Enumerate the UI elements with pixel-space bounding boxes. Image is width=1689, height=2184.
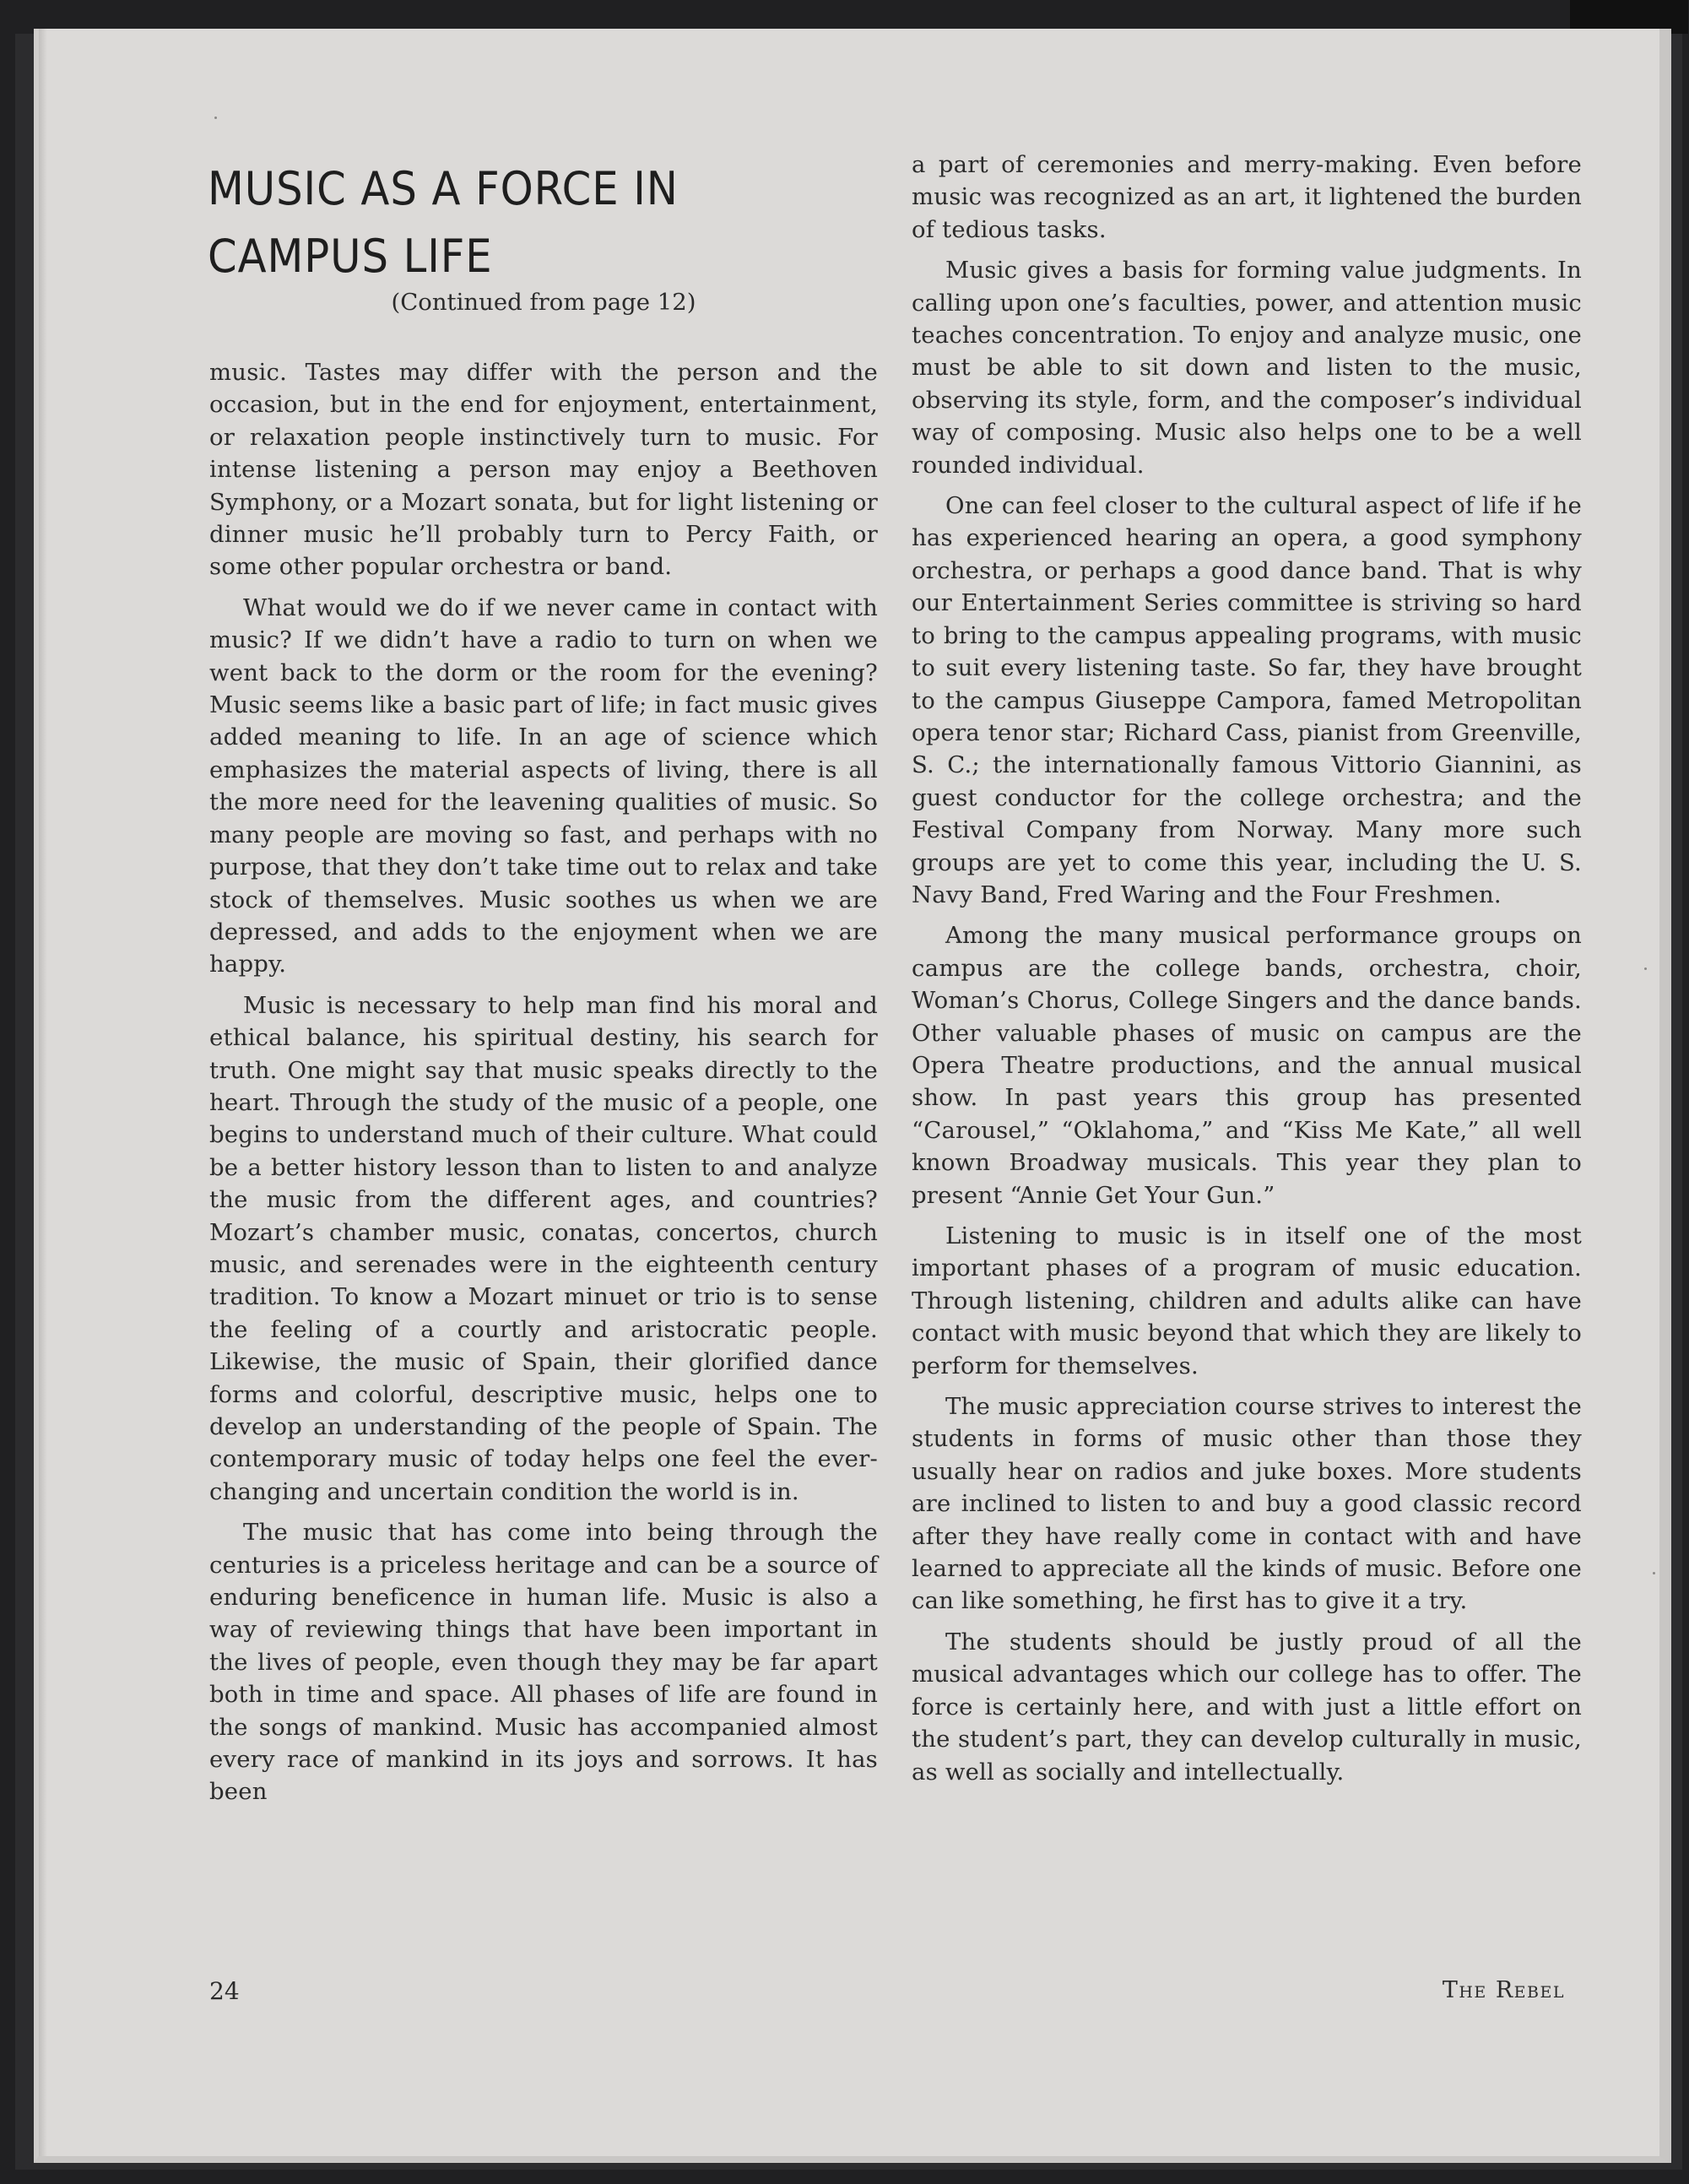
paper-speck bbox=[1644, 967, 1647, 970]
paragraph: Music gives a basis for forming value judgments. In calling upon one’s faculties, power, and attention music teaches concentration. To enjoy and analyze music, one must be able to sit down and listen to the music, observing its style, form, and the composer’s individual way of composing. Music also helps one to be a well rounded individual. bbox=[912, 257, 1582, 479]
magazine-page bbox=[34, 29, 1671, 2163]
paragraph: music. Tastes may differ with the person and the occasion, but in the end for enjoyment, entertainment, or relaxation people instinctively turn to music. For intense listening a person may enjoy a Beethoven Symphony, or a Mozart sonata, but for light listening or dinner music he’ll probably turn to Percy Faith, or some other popular orchestra or band. bbox=[209, 359, 878, 581]
paragraph: Listening to music is in itself one of the most important phases of a program of music education. Through listening, children and adults alike can have contact with music beyond that which they are likely to perform for themselves. bbox=[912, 1222, 1582, 1379]
paragraph: Among the many musical performance groups on campus are the college bands, orchestra, choir, Woman’s Chorus, College Singers and the dance bands. Other valuable phases of music on campus are the Opera Theatre productions, and the annual musical show. In past years this group has presented “Carousel,” “Oklahoma,” and “Kiss Me Kate,” all well known Broadway musicals. This year they plan to present “Annie Get Your Gun.” bbox=[912, 922, 1582, 1209]
paragraph: The students should be justly proud of all the musical advantages which our college has to offer. The force is certainly here, and with just a little effort on the student’s part, they can develop culturally in music, as well as socially and intellectually. bbox=[912, 1628, 1582, 1786]
paragraph: a part of ceremonies and merry-making. Even before music was recognized as an art, it lightened the burden of tedious tasks. bbox=[912, 151, 1582, 243]
article-title-line-1: MUSIC AS A FORCE IN bbox=[208, 162, 679, 215]
paragraph: Music is necessary to help man find his moral and ethical balance, his spiritual destiny, his search for truth. One might say that music speaks directly to the heart. Through the study of the music of a people, one begins to understand much of their culture. What could be a better history lesson than to listen to and analyze the music from the different ages, and countries? Mozart’s chamber music, conatas, concertos, church music, and serenades were in the eighteenth century tradition. To know a Mozart minuet or trio is to sense the feeling of a courtly and aristocratic people. Likewise, the music of Spain, their glorified dance forms and colorful, descriptive music, helps one to develop an understanding of the people of Spain. The contemporary music of today helps one feel the ever-changing and uncertain condition the world is in. bbox=[209, 991, 878, 1505]
paragraph: What would we do if we never came in contact with music? If we didn’t have a radio to turn on when we went back to the dorm or the room for the evening? Music seems like a basic part of life; in fact music gives added meaning to life. In an age of science which emphasizes the material aspects of living, there is all the more need for the leavening qualities of music. So many people are moving so fast, and perhaps with no purpose, that they don’t take time out to relax and take stock of themselves. Music soothes us when we are depressed, and adds to the enjoyment when we are happy. bbox=[209, 593, 878, 978]
paper-speck bbox=[214, 117, 217, 119]
article-title-line-2: CAMPUS LIFE bbox=[208, 230, 493, 283]
continued-note: (Continued from page 12) bbox=[391, 289, 696, 316]
paragraph: One can feel closer to the cultural aspect of life if he has experienced hearing an opera, a good symphony orchestra, or perhaps a good dance band. That is why our Entertainment Series committee is striving so hard to bring to the campus appealing programs, with music to suit every listening taste. So far, they have brought to the campus Giuseppe Campora, famed Metropolitan opera tenor star; Richard Cass, pianist from Greenville, S. C.; the internationally famous Vittorio Giannini, as guest conductor for the college orchestra; and the Festival Company from Norway. Many more such groups are yet to come this year, including the U. S. Navy Band, Fred Waring and the Four Freshmen. bbox=[912, 492, 1582, 908]
paragraph: The music that has come into being through the centuries is a priceless heritage and can be a source of enduring beneficence in human life. Music is also a way of reviewing things that have been important in the lives of people, even though they may be far apart both in time and space. All phases of life are found in the songs of mankind. Music has accompanied almost every race of mankind in its joys and sorrows. It has been bbox=[209, 1519, 878, 1806]
left-column bbox=[209, 356, 878, 1817]
magazine-name: The Rebel bbox=[1442, 1977, 1565, 2003]
right-column bbox=[912, 149, 1582, 1797]
binding-edge bbox=[39, 29, 47, 2156]
page-number: 24 bbox=[209, 1977, 240, 2005]
paragraph: The music appreciation course strives to interest the students in forms of music other than those they usually hear on radios and juke boxes. More students are inclined to listen to and buy a good classic record after they have really come in contact with and have learned to appreciate all the kinds of music. Before one can like something, he first has to give it a try. bbox=[912, 1393, 1582, 1615]
article-title bbox=[208, 155, 798, 290]
paper-speck bbox=[1653, 1572, 1655, 1574]
